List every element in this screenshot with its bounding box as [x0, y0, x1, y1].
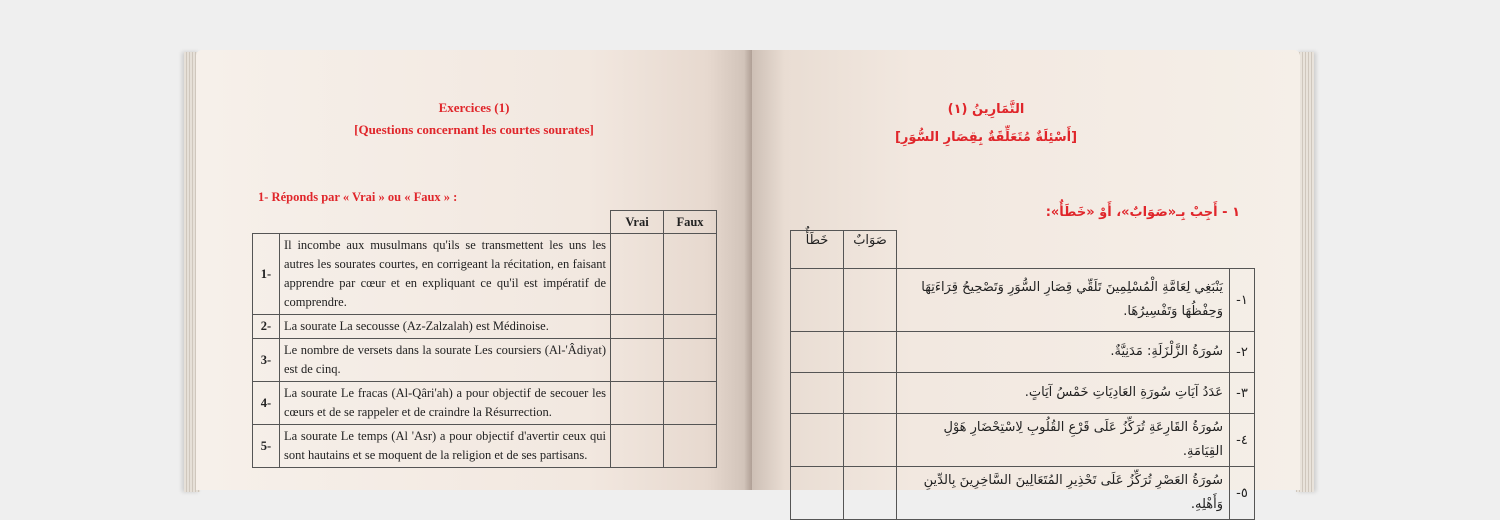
table-row [791, 269, 1255, 332]
row-number: ٢- [1230, 332, 1255, 373]
vrai-cell[interactable] [611, 382, 664, 425]
table-row [791, 373, 1255, 414]
true-false-table [252, 210, 717, 468]
row-statement: La sourate Le fracas (Al-Qâri'ah) a pour objectif de secouer les cœurs et de se rappeler et de craindre la Résurrection. [280, 382, 611, 425]
column-header-sawab: صَوَابٌ [844, 231, 897, 269]
left-page-title: Exercices (1) [438, 100, 510, 115]
column-header-vrai: Vrai [611, 211, 664, 234]
row-statement: La sourate Le temps (Al 'Asr) a pour objectif d'avertir ceux qui sont hautains et se moquent de la religion et de ses partisans. [280, 425, 611, 468]
table-header-row [791, 231, 1255, 269]
row-number: 1- [253, 234, 280, 315]
row-number: 3- [253, 339, 280, 382]
table-row [791, 467, 1255, 520]
row-statement: Il incombe aux musulmans qu'ils se transmettent les uns les autres les sourates courtes, en corrigeant la récitation, en faisant apprendre par cœur et en expliquant ce qu'il est impératif de comprendre. [280, 234, 611, 315]
khata-cell[interactable] [791, 373, 844, 414]
sawab-cell[interactable] [844, 414, 897, 467]
row-number: ٤- [1230, 414, 1255, 467]
left-page-subtitle: [Questions concernant les courtes sourates] [354, 122, 594, 137]
vrai-cell[interactable] [611, 339, 664, 382]
sawab-cell[interactable] [844, 373, 897, 414]
row-number: ٥- [1230, 467, 1255, 520]
row-statement: سُورَةُ الزَّلْزَلَةِ: مَدَنِيَّةٌ. [897, 332, 1230, 373]
right-page-title: التَّمَارِينُ (١) [947, 102, 1025, 117]
row-number: 4- [253, 382, 280, 425]
row-number: ٣- [1230, 373, 1255, 414]
row-number: 5- [253, 425, 280, 468]
right-page-subtitle: [أَسْئِلَةٌ مُتَعَلِّقَةٌ بِقِصَارِ السُّوَرِ] [894, 130, 1078, 145]
khata-cell[interactable] [791, 414, 844, 467]
left-instruction: 1- Réponds par « Vrai » ou « Faux » : [258, 190, 458, 204]
column-header-khata: خَطَأٌ [791, 231, 844, 269]
vrai-cell[interactable] [611, 315, 664, 339]
faux-cell[interactable] [664, 425, 717, 468]
khata-cell[interactable] [791, 332, 844, 373]
row-statement: La sourate La secousse (Az-Zalzalah) est Médinoise. [280, 315, 611, 339]
table-row [253, 234, 717, 315]
table-row [253, 382, 717, 425]
faux-cell[interactable] [664, 315, 717, 339]
right-page [752, 50, 1300, 512]
khata-cell[interactable] [791, 269, 844, 332]
row-number: ١- [1230, 269, 1255, 332]
table-row [791, 414, 1255, 467]
header-spacer [897, 231, 1255, 269]
row-statement: سُورَةُ القَارِعَةِ تُرَكِّزُ عَلَى قَرْعِ القُلُوبِ لِاسْتِحْضَارِ هَوْلِ القِيَامَةِ. [897, 414, 1230, 467]
row-statement: يَنْبَغِي لِعَامَّةِ الْمُسْلِمِينَ تَلَقِّي قِصَارِ السُّوَرِ وَتَصْحِيحُ قِرَاءَتِهَا وَحِفْظُهَا وَتَفْسِيرُهَا. [897, 269, 1230, 332]
left-page [196, 50, 752, 490]
sawab-cell[interactable] [844, 269, 897, 332]
table-row [253, 339, 717, 382]
faux-cell[interactable] [664, 234, 717, 315]
table-row [253, 425, 717, 468]
column-header-faux: Faux [664, 211, 717, 234]
vrai-cell[interactable] [611, 425, 664, 468]
faux-cell[interactable] [664, 382, 717, 425]
sawab-cell[interactable] [844, 467, 897, 520]
sawab-cell[interactable] [844, 332, 897, 373]
khata-cell[interactable] [791, 467, 844, 520]
table-header-row [253, 211, 717, 234]
row-statement: عَدَدُ آيَاتِ سُورَةِ العَادِيَاتِ خَمْسُ آيَاتٍ. [897, 373, 1230, 414]
row-statement: Le nombre de versets dans la sourate Les coursiers (Al-'Âdiyat) est de cinq. [280, 339, 611, 382]
true-false-table-arabic [790, 230, 1255, 520]
right-instruction: ١ - أَجِبْ بِـ«صَوَابٌ»، أَوْ «خَطَأٌ»: [1045, 205, 1240, 220]
row-statement: سُورَةُ العَصْرِ تُرَكِّزُ عَلَى تَحْذِيرِ المُتَعَالِينَ السَّاخِرِينَ بِالدِّينِ وَأَهْلِهِ. [897, 467, 1230, 520]
faux-cell[interactable] [664, 339, 717, 382]
table-row [791, 332, 1255, 373]
table-row [253, 315, 717, 339]
row-number: 2- [253, 315, 280, 339]
header-spacer [253, 211, 611, 234]
vrai-cell[interactable] [611, 234, 664, 315]
